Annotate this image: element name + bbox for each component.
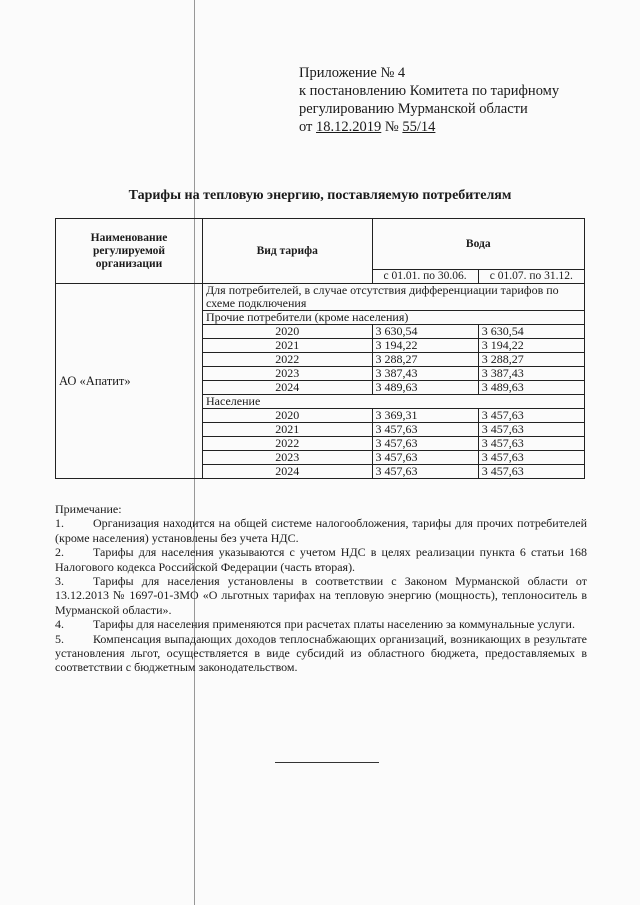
value-h1: 3 457,63 bbox=[372, 423, 478, 437]
period-1: с 01.01. по 30.06. bbox=[372, 270, 478, 284]
appendix-date-line bbox=[299, 118, 559, 136]
value-h2: 3 630,54 bbox=[478, 325, 584, 339]
value-h2: 3 387,43 bbox=[478, 367, 584, 381]
header-water: Вода bbox=[372, 219, 584, 270]
year-cell: 2020 bbox=[203, 409, 373, 423]
notes-heading: Примечание: bbox=[55, 502, 122, 516]
decree-number: 55/14 bbox=[402, 119, 436, 135]
note-text: Организация находится на общей системе налогообложения, тарифы для прочих потребителей (кроме населения) установлены без учета НДС. bbox=[55, 516, 587, 545]
value-h1: 3 457,63 bbox=[372, 437, 478, 451]
note-item bbox=[55, 574, 587, 617]
no-diff-text: Для потребителей, в случае отсутствия дифференциации тарифов по схеме подключения bbox=[203, 284, 585, 311]
note-number: 4. bbox=[55, 617, 64, 632]
number-prefix: № bbox=[381, 119, 403, 135]
value-h2: 3 457,63 bbox=[478, 437, 584, 451]
notes-section bbox=[55, 502, 587, 675]
value-h1: 3 457,63 bbox=[372, 451, 478, 465]
year-cell: 2024 bbox=[203, 381, 373, 395]
value-h1: 3 387,43 bbox=[372, 367, 478, 381]
value-h1: 3 630,54 bbox=[372, 325, 478, 339]
value-h2: 3 457,63 bbox=[478, 451, 584, 465]
closing-line bbox=[275, 762, 379, 763]
note-item bbox=[55, 545, 587, 574]
appendix-line-3: регулированию Мурманской области bbox=[299, 101, 528, 117]
note-text: Тарифы для населения применяются при расчетах платы населению за коммунальные услуги. bbox=[93, 617, 575, 632]
value-h2: 3 457,63 bbox=[478, 423, 584, 437]
year-cell: 2022 bbox=[203, 353, 373, 367]
year-cell: 2021 bbox=[203, 339, 373, 353]
table-header-row bbox=[56, 219, 585, 270]
value-h2: 3 194,22 bbox=[478, 339, 584, 353]
value-h2: 3 457,63 bbox=[478, 465, 584, 479]
tariff-table bbox=[55, 218, 585, 479]
note-number: 1. bbox=[55, 516, 64, 531]
period-2: с 01.07. по 31.12. bbox=[478, 270, 584, 284]
note-text: Компенсация выпадающих доходов теплоснабжающих организаций, возникающих в результате установления льгот, осуществляется в виде субсидий из областного бюджета, предоставляемых в соответствии с бюджетным законодательством. bbox=[55, 631, 587, 675]
value-h2: 3 457,63 bbox=[478, 409, 584, 423]
appendix-line-2: к постановлению Комитета по тарифному bbox=[299, 83, 560, 99]
year-cell: 2021 bbox=[203, 423, 373, 437]
header-tariff-type: Вид тарифа bbox=[203, 219, 373, 284]
appendix-header bbox=[299, 64, 559, 136]
note-text: Тарифы для населения установлены в соответствии с Законом Мурманской области от 13.12.2013 № 1697-01-ЗМО «О льготных тарифах на тепловую энергию (мощность), теплоноситель в Мурманской области». bbox=[55, 574, 587, 617]
note-item bbox=[55, 516, 587, 545]
table-row bbox=[56, 284, 585, 311]
value-h1: 3 457,63 bbox=[372, 465, 478, 479]
note-item bbox=[55, 632, 587, 675]
decree-date: 18.12.2019 bbox=[316, 119, 382, 135]
year-cell: 2022 bbox=[203, 437, 373, 451]
note-item bbox=[55, 617, 587, 631]
year-cell: 2024 bbox=[203, 465, 373, 479]
date-prefix: от bbox=[299, 119, 317, 135]
page-title: Тарифы на тепловую энергию, поставляемую потребителям bbox=[128, 188, 512, 203]
year-cell: 2020 bbox=[203, 325, 373, 339]
value-h1: 3 489,63 bbox=[372, 381, 478, 395]
note-text: Тарифы для населения указываются с учетом НДС в целях реализации пункта 6 статьи 168 Налогового кодекса Российской Федерации (часть вторая). bbox=[55, 545, 587, 574]
appendix-line-1: Приложение № 4 bbox=[299, 65, 406, 81]
header-organization: Наименование регулируемой организации bbox=[56, 219, 203, 284]
group-label-other: Прочие потребители (кроме населения) bbox=[203, 311, 585, 325]
value-h1: 3 288,27 bbox=[372, 353, 478, 367]
note-number: 2. bbox=[55, 545, 64, 560]
value-h1: 3 369,31 bbox=[372, 409, 478, 423]
group-label-population: Население bbox=[203, 395, 585, 409]
note-number: 3. bbox=[55, 574, 64, 589]
organization-name: АО «Апатит» bbox=[56, 284, 203, 479]
value-h1: 3 194,22 bbox=[372, 339, 478, 353]
year-cell: 2023 bbox=[203, 451, 373, 465]
year-cell: 2023 bbox=[203, 367, 373, 381]
value-h2: 3 288,27 bbox=[478, 353, 584, 367]
note-number: 5. bbox=[55, 631, 64, 646]
value-h2: 3 489,63 bbox=[478, 381, 584, 395]
